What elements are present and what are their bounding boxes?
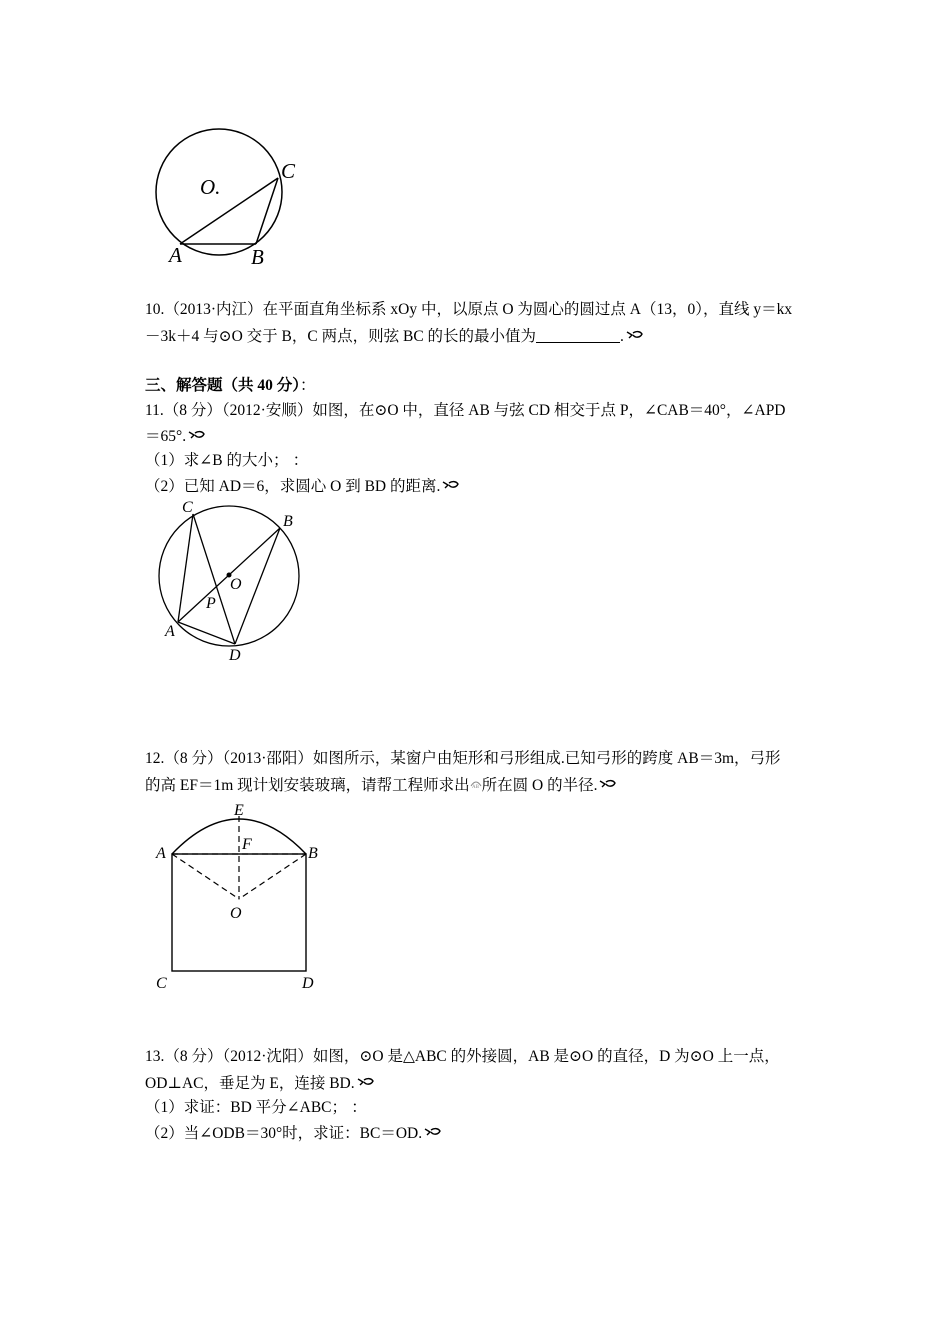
q11-part2: （2）已知 AD＝6，求圆心 O 到 BD 的距离. — [145, 476, 460, 497]
q13-part2: （2）当∠ODB＝30°时，求证：BC＝OD. — [145, 1123, 442, 1144]
label-o: O — [230, 905, 242, 922]
q11-line1: 11.（8 分）（2012·安顺）如图，在⊙O 中，直径 AB 与弦 CD 相交于点 P，∠CAB＝40°，∠APD — [145, 402, 786, 419]
segment-ca — [178, 514, 193, 622]
label-a: A — [165, 623, 175, 640]
q10-line2: －3k＋4 与⊙O 交于 B，C 两点，则弦 BC 的长的最小值为 . — [145, 326, 644, 347]
label-p: P — [206, 595, 216, 612]
scribble-mark-icon — [188, 426, 206, 446]
segment-ao-dashed — [172, 854, 239, 899]
chord-cd — [193, 514, 235, 644]
q11-line2: ＝65°. — [145, 426, 206, 447]
label-d: D — [302, 975, 314, 992]
figure-circle-diameter — [150, 498, 320, 668]
section-heading: 三、解答题（共 40 分）： — [145, 377, 316, 394]
chord-ac — [180, 178, 278, 244]
q12-line1: 12.（8 分）（2013·邵阳）如图所示，某窗户由矩形和弓形组成.已知弓形的跨度 AB＝3m，弓形 — [145, 750, 781, 767]
label-c: C — [156, 975, 167, 992]
q12-line2: 的高 EF＝1m 现计划安装玻璃，请帮工程师求出 AB 所在圆 O 的半径. — [145, 775, 617, 796]
chord-bc — [256, 178, 278, 244]
q13-part1: （1）求证：BD 平分∠ABC； ： — [145, 1099, 367, 1116]
q10-line1: 10.（2013·内江）在平面直角坐标系 xOy 中，以原点 O 为圆心的圆过点 A（13，0），直线 y＝kx — [145, 301, 793, 318]
label-a: A — [156, 845, 166, 862]
label-a: A — [169, 243, 182, 267]
segment-ad — [178, 622, 235, 644]
label-b: B — [283, 513, 293, 530]
label-b: B — [308, 845, 318, 862]
label-e: E — [234, 802, 244, 819]
q13-line2: OD⊥AC，垂足为 E，连接 BD. — [145, 1073, 375, 1094]
scribble-mark-icon — [599, 775, 617, 795]
figure-window — [150, 798, 330, 998]
scribble-mark-icon — [626, 326, 644, 346]
label-c: C — [182, 499, 193, 516]
figure-circle-abc — [140, 120, 320, 280]
scribble-mark-icon — [357, 1073, 375, 1093]
label-b: B — [251, 245, 264, 269]
label-f: F — [242, 836, 252, 853]
svg-text:AB: AB — [471, 785, 479, 789]
label-o: O — [230, 576, 242, 593]
q11-part1: （1）求∠B 的大小； ： — [145, 452, 309, 469]
segment-bd — [235, 528, 280, 644]
label-c: C — [281, 159, 296, 183]
q13-line1: 13.（8 分）（2012·沈阳）如图，⊙O 是△ABC 的外接圆，AB 是⊙O 的直径，D 为⊙O 上一点， — [145, 1048, 780, 1065]
scribble-mark-icon — [424, 1123, 442, 1143]
segment-bo-dashed — [239, 854, 306, 899]
answer-blank[interactable] — [536, 327, 620, 343]
label-d: D — [229, 647, 241, 664]
arc-glyph-icon — [470, 775, 482, 795]
label-o: O. — [200, 175, 221, 199]
scribble-mark-icon — [442, 476, 460, 496]
